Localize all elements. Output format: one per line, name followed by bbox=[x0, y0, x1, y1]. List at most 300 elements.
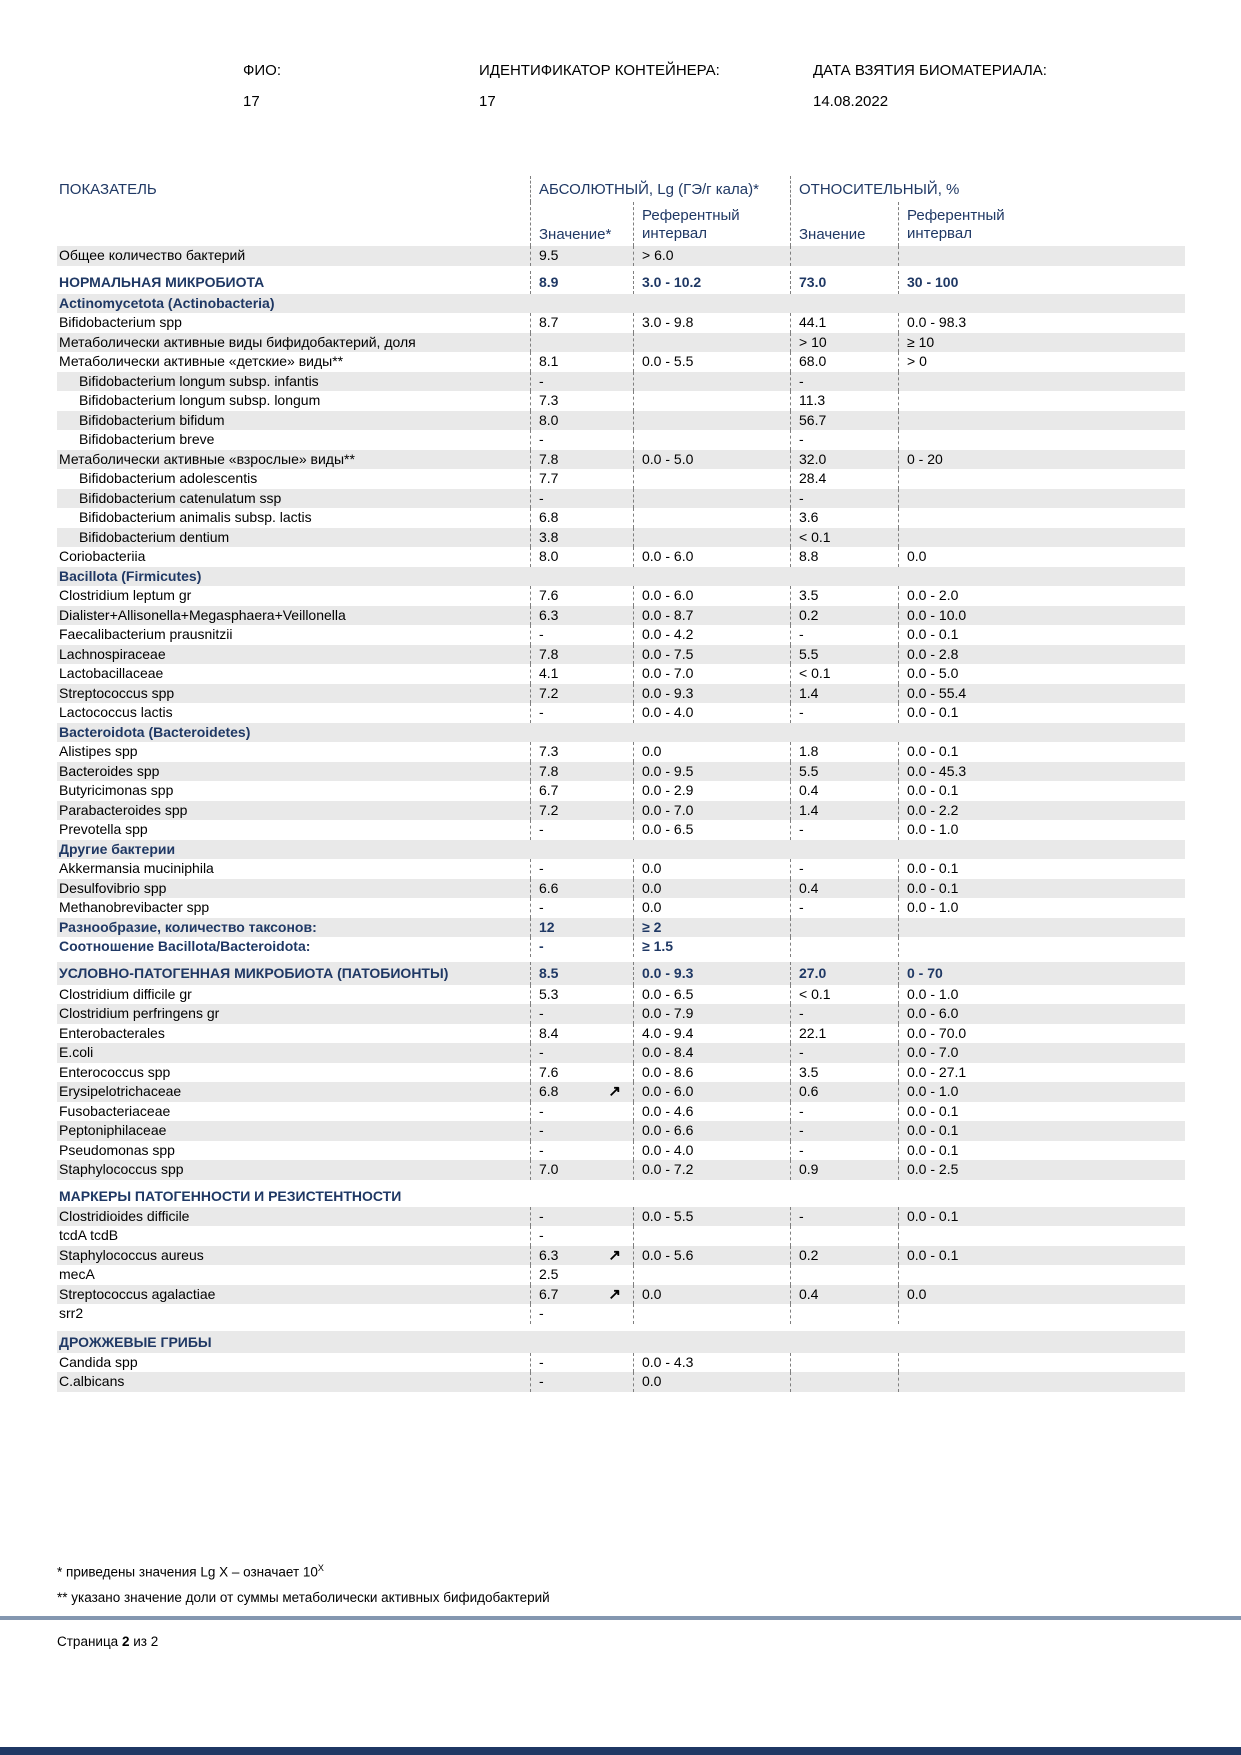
indicator-name: Lactococcus lactis bbox=[59, 704, 173, 720]
abs-ref-interval: 0.0 - 6.0 bbox=[633, 586, 790, 606]
table-row bbox=[57, 1082, 1185, 1102]
abs-ref-interval: > 6.0 bbox=[633, 246, 790, 266]
section-title: МАРКЕРЫ ПАТОГЕННОСТИ И РЕЗИСТЕНТНОСТИ bbox=[59, 1187, 402, 1204]
abs-value bbox=[530, 489, 633, 509]
rel-ref-interval: 0.0 - 2.2 bbox=[898, 801, 1185, 821]
table-row bbox=[57, 684, 1185, 704]
table-row bbox=[57, 333, 1185, 353]
rel-value: 3.5 bbox=[790, 1063, 898, 1083]
rel-ref-interval: 0 - 70 bbox=[898, 962, 1185, 985]
trend-up-arrow-icon: ↗ bbox=[608, 1285, 621, 1303]
rel-value: - bbox=[790, 1043, 898, 1063]
rel-ref-interval: 0.0 - 6.0 bbox=[898, 1004, 1185, 1024]
patient-name-block bbox=[243, 62, 281, 110]
rel-ref-interval: 0.0 - 2.5 bbox=[898, 1160, 1185, 1180]
rel-ref-interval bbox=[898, 411, 1185, 431]
sample-date-value: 14.08.2022 bbox=[813, 93, 889, 110]
rel-value: 3.5 bbox=[790, 586, 898, 606]
abs-value bbox=[530, 606, 633, 626]
abs-ref-interval bbox=[633, 489, 790, 509]
abs-value-text: - bbox=[539, 1373, 544, 1389]
table-row bbox=[57, 1063, 1185, 1083]
rel-value: - bbox=[790, 820, 898, 840]
abs-value-text: 12 bbox=[539, 918, 555, 935]
rel-value: 0.4 bbox=[790, 879, 898, 899]
abs-value-text: - bbox=[539, 821, 544, 837]
abs-value bbox=[530, 1304, 633, 1324]
indicator-name: Akkermansia muciniphila bbox=[59, 860, 214, 876]
rel-value: 8.8 bbox=[790, 547, 898, 567]
rel-ref-interval: 0.0 - 70.0 bbox=[898, 1024, 1185, 1044]
abs-value-text: 6.8 bbox=[539, 509, 559, 525]
abs-ref-interval: 0.0 - 2.9 bbox=[633, 781, 790, 801]
abs-ref-interval: 3.0 - 10.2 bbox=[633, 271, 790, 294]
abs-value-text: 8.0 bbox=[539, 548, 559, 564]
abs-value bbox=[530, 352, 633, 372]
abs-value-text: - bbox=[539, 431, 544, 447]
abs-value bbox=[530, 271, 633, 294]
abs-value bbox=[530, 1285, 633, 1305]
abs-value-text: 7.6 bbox=[539, 1063, 559, 1080]
table-row bbox=[57, 372, 1185, 392]
abs-value bbox=[530, 684, 633, 704]
indicator-name: УСЛОВНО-ПАТОГЕННАЯ МИКРОБИОТА (ПАТОБИОНТЫ) bbox=[59, 964, 449, 981]
table-row bbox=[57, 962, 1185, 985]
abs-value bbox=[530, 333, 633, 353]
indicator-name: Bifidobacterium bifidum bbox=[79, 411, 225, 428]
rel-ref-interval: 0.0 - 0.1 bbox=[898, 625, 1185, 645]
rel-value: 11.3 bbox=[790, 391, 898, 411]
abs-value-text: 5.3 bbox=[539, 985, 559, 1002]
rel-ref-interval: 0.0 - 7.0 bbox=[898, 1043, 1185, 1063]
table-row bbox=[57, 313, 1185, 333]
abs-value bbox=[530, 664, 633, 684]
abs-value-text: - bbox=[539, 938, 544, 954]
rel-value: - bbox=[790, 625, 898, 645]
abs-value-text: 8.5 bbox=[539, 964, 559, 981]
rel-value: - bbox=[790, 489, 898, 509]
abs-ref-interval: 0.0 - 6.0 bbox=[633, 547, 790, 567]
abs-ref-interval: 0.0 bbox=[633, 1285, 790, 1305]
abs-ref-interval: 0.0 bbox=[633, 898, 790, 918]
abs-value-text: 9.5 bbox=[539, 247, 559, 263]
rel-ref-interval: 0.0 bbox=[898, 1285, 1185, 1305]
abs-value-text: 7.8 bbox=[539, 762, 559, 779]
abs-ref-interval: 0.0 - 5.5 bbox=[633, 352, 790, 372]
abs-value bbox=[530, 450, 633, 470]
abs-value-text: 7.2 bbox=[539, 801, 559, 818]
table-row bbox=[57, 898, 1185, 918]
abs-value-text: 6.3 bbox=[539, 606, 559, 623]
abs-value-text: - bbox=[539, 372, 544, 389]
abs-value bbox=[530, 469, 633, 489]
abs-value-text: 7.8 bbox=[539, 450, 559, 467]
indicator-name: Candida spp bbox=[59, 1353, 138, 1370]
rel-value: 3.6 bbox=[790, 508, 898, 528]
rel-value: - bbox=[790, 703, 898, 723]
table-row bbox=[57, 859, 1185, 879]
rel-ref-interval bbox=[898, 489, 1185, 509]
abs-value-text: 8.7 bbox=[539, 314, 559, 330]
rel-ref-interval bbox=[898, 430, 1185, 450]
table-row bbox=[57, 1246, 1185, 1266]
table-row bbox=[57, 879, 1185, 899]
abs-value-text: - bbox=[539, 860, 544, 876]
abs-value bbox=[530, 801, 633, 821]
abs-value bbox=[530, 937, 633, 957]
abs-ref-interval: 0.0 - 4.0 bbox=[633, 1141, 790, 1161]
abs-value-text: - bbox=[539, 1305, 544, 1321]
rel-ref-interval: 0.0 - 5.0 bbox=[898, 664, 1185, 684]
abs-ref-interval: 0.0 - 8.6 bbox=[633, 1063, 790, 1083]
abs-value-text: 3.8 bbox=[539, 528, 559, 545]
rel-ref-interval: 0.0 - 0.1 bbox=[898, 1102, 1185, 1122]
table-row bbox=[57, 1004, 1185, 1024]
abs-value bbox=[530, 246, 633, 266]
rel-ref-interval: 0.0 - 0.1 bbox=[898, 703, 1185, 723]
abs-ref-interval: 0.0 - 5.6 bbox=[633, 1246, 790, 1266]
rel-ref-interval: ≥ 10 bbox=[898, 333, 1185, 353]
abs-value bbox=[530, 1082, 633, 1102]
abs-ref-interval bbox=[633, 528, 790, 548]
abs-value-text: - bbox=[539, 1102, 544, 1119]
rel-ref-interval bbox=[898, 528, 1185, 548]
table-row bbox=[57, 1304, 1185, 1324]
rel-ref-interval bbox=[898, 1304, 1185, 1324]
rel-value: 0.2 bbox=[790, 606, 898, 626]
indicator-name: Метаболически активные «детские» виды** bbox=[59, 353, 344, 369]
abs-value bbox=[530, 918, 633, 938]
abs-ref-interval: 0.0 bbox=[633, 1372, 790, 1392]
section-row bbox=[57, 840, 1185, 860]
rel-ref-interval: 0.0 - 98.3 bbox=[898, 313, 1185, 333]
abs-value bbox=[530, 820, 633, 840]
indicator-name: Parabacteroides spp bbox=[59, 801, 188, 818]
rel-value: 68.0 bbox=[790, 352, 898, 372]
abs-value-text: 7.3 bbox=[539, 743, 559, 759]
table-row bbox=[57, 645, 1185, 665]
rel-ref-interval bbox=[898, 1353, 1185, 1373]
abs-ref-interval bbox=[633, 372, 790, 392]
abs-value bbox=[530, 1246, 633, 1266]
table-row bbox=[57, 411, 1185, 431]
abs-value-text: 7.8 bbox=[539, 645, 559, 662]
rel-ref-interval: 0.0 - 45.3 bbox=[898, 762, 1185, 782]
abs-value-text: 7.0 bbox=[539, 1161, 559, 1177]
abs-ref-interval: 0.0 - 6.5 bbox=[633, 820, 790, 840]
rel-ref-interval: 0.0 - 2.8 bbox=[898, 645, 1185, 665]
indicator-name: mecA bbox=[59, 1266, 95, 1282]
abs-ref-interval: 3.0 - 9.8 bbox=[633, 313, 790, 333]
patient-name-label: ФИО: bbox=[243, 62, 282, 79]
abs-value-text: 7.2 bbox=[539, 684, 559, 701]
abs-value bbox=[530, 985, 633, 1005]
rel-ref-interval: 30 - 100 bbox=[898, 271, 1185, 294]
indicator-name: Clostridium leptum gr bbox=[59, 587, 192, 603]
abs-value-text: 4.1 bbox=[539, 665, 559, 681]
section-row bbox=[57, 567, 1185, 587]
rel-value: 5.5 bbox=[790, 645, 898, 665]
table-body bbox=[57, 246, 1185, 1392]
rel-value: 73.0 bbox=[790, 271, 898, 294]
rel-ref-interval bbox=[898, 1226, 1185, 1246]
abs-ref-interval: 0.0 - 7.0 bbox=[633, 664, 790, 684]
abs-value bbox=[530, 1160, 633, 1180]
indicator-name: Desulfovibrio spp bbox=[59, 879, 167, 896]
abs-value-text: 8.0 bbox=[539, 411, 559, 428]
rel-value: < 0.1 bbox=[790, 528, 898, 548]
abs-ref-interval: 0.0 - 6.5 bbox=[633, 985, 790, 1005]
abs-ref-interval: 0.0 - 6.0 bbox=[633, 1082, 790, 1102]
footnote-bifido-share: ** указано значение доли от суммы метаболически активных бифидобактерий bbox=[57, 1590, 550, 1605]
rel-ref-interval: 0.0 - 10.0 bbox=[898, 606, 1185, 626]
rel-ref-interval: 0.0 - 0.1 bbox=[898, 781, 1185, 801]
rel-ref-interval: 0.0 - 0.1 bbox=[898, 1121, 1185, 1141]
abs-value bbox=[530, 781, 633, 801]
table-row bbox=[57, 1043, 1185, 1063]
abs-value-text: 8.1 bbox=[539, 353, 559, 369]
abs-value bbox=[530, 313, 633, 333]
rel-value bbox=[790, 1353, 898, 1373]
abs-value bbox=[530, 528, 633, 548]
container-id-value: 17 bbox=[479, 93, 496, 110]
indicator-name: Enterobacterales bbox=[59, 1024, 165, 1041]
rel-value: - bbox=[790, 372, 898, 392]
abs-value-text: - bbox=[539, 1044, 544, 1060]
abs-ref-interval bbox=[633, 391, 790, 411]
indicator-name: Bifidobacterium breve bbox=[79, 431, 215, 447]
rel-ref-interval bbox=[898, 1265, 1185, 1285]
indicator-name: Bifidobacterium animalis subsp. lactis bbox=[79, 509, 312, 525]
table-row bbox=[57, 469, 1185, 489]
abs-ref-interval: 0.0 - 7.5 bbox=[633, 645, 790, 665]
table-row bbox=[57, 1265, 1185, 1285]
abs-ref-interval: 0.0 - 7.0 bbox=[633, 801, 790, 821]
table-row bbox=[57, 918, 1185, 938]
abs-ref-interval: 0.0 - 4.0 bbox=[633, 703, 790, 723]
indicator-name: Общее количество бактерий bbox=[59, 247, 246, 263]
rel-ref-interval bbox=[898, 469, 1185, 489]
indicator-name: Bifidobacterium adolescentis bbox=[79, 470, 258, 486]
patient-name-value: 17 bbox=[243, 93, 260, 110]
abs-value bbox=[530, 1043, 633, 1063]
abs-ref-interval: 0.0 - 5.5 bbox=[633, 1207, 790, 1227]
table-row bbox=[57, 352, 1185, 372]
rel-value bbox=[790, 1226, 898, 1246]
rel-ref-interval bbox=[898, 1372, 1185, 1392]
abs-ref-interval: 0.0 - 4.6 bbox=[633, 1102, 790, 1122]
abs-value-text: 6.3 bbox=[539, 1246, 559, 1263]
section-row bbox=[57, 1331, 1185, 1353]
rel-value: - bbox=[790, 1121, 898, 1141]
abs-ref-interval: 0.0 - 8.7 bbox=[633, 606, 790, 626]
table-row bbox=[57, 781, 1185, 801]
indicator-name: Bifidobacterium catenulatum ssp bbox=[79, 489, 282, 506]
rel-value: 5.5 bbox=[790, 762, 898, 782]
abs-value bbox=[530, 1102, 633, 1122]
rel-ref-interval bbox=[898, 372, 1185, 392]
indicator-name: НОРМАЛЬНАЯ МИКРОБИОТА bbox=[59, 273, 265, 290]
rel-ref-interval bbox=[898, 937, 1185, 957]
abs-value bbox=[530, 898, 633, 918]
indicator-name: Bifidobacterium longum subsp. infantis bbox=[79, 372, 319, 389]
abs-value-text: 6.8 bbox=[539, 1083, 559, 1099]
abs-ref-interval bbox=[633, 1265, 790, 1285]
abs-ref-interval bbox=[633, 333, 790, 353]
table-row bbox=[57, 937, 1185, 957]
table-row bbox=[57, 1121, 1185, 1141]
table-row bbox=[57, 985, 1185, 1005]
table-row bbox=[57, 547, 1185, 567]
indicator-name: srr2 bbox=[59, 1305, 84, 1321]
indicator-name: Метаболически активные виды бифидобактерий, доля bbox=[59, 333, 416, 350]
abs-value-text: 7.3 bbox=[539, 392, 559, 408]
abs-value-text: - bbox=[539, 1122, 544, 1138]
sample-date-label: ДАТА ВЗЯТИЯ БИОМАТЕРИАЛА: bbox=[813, 62, 1047, 79]
trend-up-arrow-icon: ↗ bbox=[608, 1083, 621, 1101]
section-title: Bacillota (Firmicutes) bbox=[59, 567, 202, 584]
abs-value bbox=[530, 411, 633, 431]
rel-ref-interval bbox=[898, 508, 1185, 528]
abs-value bbox=[530, 430, 633, 450]
section-row bbox=[57, 1185, 1185, 1207]
indicator-name: Staphylococcus aureus bbox=[59, 1246, 204, 1263]
indicator-name: Butyricimonas spp bbox=[59, 782, 174, 798]
abs-ref-interval: 0.0 bbox=[633, 859, 790, 879]
column-header-spacer bbox=[57, 202, 530, 246]
rel-value: < 0.1 bbox=[790, 985, 898, 1005]
abs-ref-interval: 0.0 - 9.3 bbox=[633, 684, 790, 704]
rel-value: 1.4 bbox=[790, 801, 898, 821]
abs-value bbox=[530, 1004, 633, 1024]
rel-value: > 10 bbox=[790, 333, 898, 353]
table-row bbox=[57, 450, 1185, 470]
column-header-indicator: ПОКАЗАТЕЛЬ bbox=[59, 180, 157, 198]
rel-value: - bbox=[790, 1102, 898, 1122]
abs-ref-interval bbox=[633, 508, 790, 528]
abs-value bbox=[530, 625, 633, 645]
subheader-abs-value: Значение* bbox=[530, 202, 633, 246]
abs-value bbox=[530, 703, 633, 723]
rel-ref-interval: 0.0 - 0.1 bbox=[898, 1246, 1185, 1266]
table-row bbox=[57, 1285, 1185, 1305]
rel-value: - bbox=[790, 1141, 898, 1161]
indicator-name: Bifidobacterium spp bbox=[59, 314, 182, 330]
abs-ref-interval: 0.0 - 7.2 bbox=[633, 1160, 790, 1180]
rel-value: 0.9 bbox=[790, 1160, 898, 1180]
abs-value-text: 2.5 bbox=[539, 1266, 559, 1282]
indicator-name: Staphylococcus spp bbox=[59, 1161, 184, 1177]
abs-value-text: 8.9 bbox=[539, 273, 559, 290]
sample-date-block bbox=[813, 62, 1047, 110]
section-row bbox=[57, 723, 1185, 743]
section-title: Другие бактерии bbox=[59, 840, 176, 857]
abs-value bbox=[530, 762, 633, 782]
abs-ref-interval: 0.0 - 9.5 bbox=[633, 762, 790, 782]
rel-ref-interval: > 0 bbox=[898, 352, 1185, 372]
abs-value bbox=[530, 1265, 633, 1285]
rel-value: 1.4 bbox=[790, 684, 898, 704]
subheader-rel-value: Значение bbox=[790, 202, 898, 246]
indicator-name: Prevotella spp bbox=[59, 821, 148, 837]
table-row bbox=[57, 1207, 1185, 1227]
rel-value: - bbox=[790, 898, 898, 918]
indicator-name: Enterococcus spp bbox=[59, 1063, 171, 1080]
indicator-name: Streptococcus spp bbox=[59, 684, 175, 701]
indicator-name: Methanobrevibacter spp bbox=[59, 899, 210, 915]
indicator-name: Streptococcus agalactiae bbox=[59, 1285, 216, 1302]
indicator-name: Разнообразие, количество таксонов: bbox=[59, 918, 317, 935]
abs-ref-interval: ≥ 2 bbox=[633, 918, 790, 938]
indicator-name: Lachnospiraceae bbox=[59, 645, 166, 662]
abs-value-text: - bbox=[539, 899, 544, 915]
abs-value-text: 7.7 bbox=[539, 470, 559, 486]
container-id-label: ИДЕНТИФИКАТОР КОНТЕЙНЕРА: bbox=[479, 62, 720, 79]
indicator-name: Coriobacteriia bbox=[59, 548, 146, 564]
abs-value bbox=[530, 372, 633, 392]
column-header-relative: ОТНОСИТЕЛЬНЫЙ, % bbox=[790, 176, 1185, 202]
subheader-rel-ref: Референтный интервал bbox=[898, 202, 1185, 246]
section-title: Actinomycetota (Actinobacteria) bbox=[59, 294, 275, 311]
abs-value-text: 6.7 bbox=[539, 782, 559, 798]
table-row bbox=[57, 703, 1185, 723]
section-title: Bacteroidota (Bacteroidetes) bbox=[59, 723, 251, 740]
results-table bbox=[57, 176, 1185, 1392]
rel-value: 1.8 bbox=[790, 742, 898, 762]
abs-value bbox=[530, 645, 633, 665]
indicator-name: Alistipes spp bbox=[59, 743, 138, 759]
table-row bbox=[57, 508, 1185, 528]
abs-value bbox=[530, 586, 633, 606]
rel-value: - bbox=[790, 1207, 898, 1227]
abs-value-text: - bbox=[539, 626, 544, 642]
rel-value bbox=[790, 1265, 898, 1285]
indicator-name: tcdA tcdB bbox=[59, 1227, 119, 1243]
indicator-name: Соотношение Bacillota/Bacteroidota: bbox=[59, 938, 311, 954]
indicator-name: Clostridium perfringens gr bbox=[59, 1005, 220, 1021]
abs-value-text: 7.6 bbox=[539, 587, 559, 603]
abs-value bbox=[530, 1207, 633, 1227]
abs-value-text: - bbox=[539, 1141, 544, 1158]
rel-ref-interval: 0.0 - 55.4 bbox=[898, 684, 1185, 704]
indicator-name: E.coli bbox=[59, 1044, 94, 1060]
rel-value bbox=[790, 1372, 898, 1392]
abs-ref-interval: 4.0 - 9.4 bbox=[633, 1024, 790, 1044]
rel-ref-interval bbox=[898, 918, 1185, 938]
abs-value-text: - bbox=[539, 1207, 544, 1224]
indicator-name: Dialister+Allisonella+Megasphaera+Veillonella bbox=[59, 606, 346, 623]
rel-ref-interval bbox=[898, 246, 1185, 266]
rel-value: 32.0 bbox=[790, 450, 898, 470]
abs-value-text: - bbox=[539, 1227, 544, 1243]
abs-value bbox=[530, 1353, 633, 1373]
abs-value-text: 6.7 bbox=[539, 1285, 559, 1302]
rel-ref-interval: 0.0 - 0.1 bbox=[898, 1207, 1185, 1227]
abs-value bbox=[530, 1372, 633, 1392]
table-row bbox=[57, 1160, 1185, 1180]
abs-ref-interval: 0.0 - 8.4 bbox=[633, 1043, 790, 1063]
page-number: Страница 2 из 2 bbox=[57, 1634, 159, 1649]
abs-ref-interval: 0.0 - 6.6 bbox=[633, 1121, 790, 1141]
table-row bbox=[57, 625, 1185, 645]
table-row bbox=[57, 1102, 1185, 1122]
abs-ref-interval bbox=[633, 1304, 790, 1324]
rel-value: 22.1 bbox=[790, 1024, 898, 1044]
indicator-name: Bacteroides spp bbox=[59, 762, 160, 779]
table-row bbox=[57, 489, 1185, 509]
rel-ref-interval: 0.0 - 0.1 bbox=[898, 1141, 1185, 1161]
abs-value-text: - bbox=[539, 489, 544, 506]
